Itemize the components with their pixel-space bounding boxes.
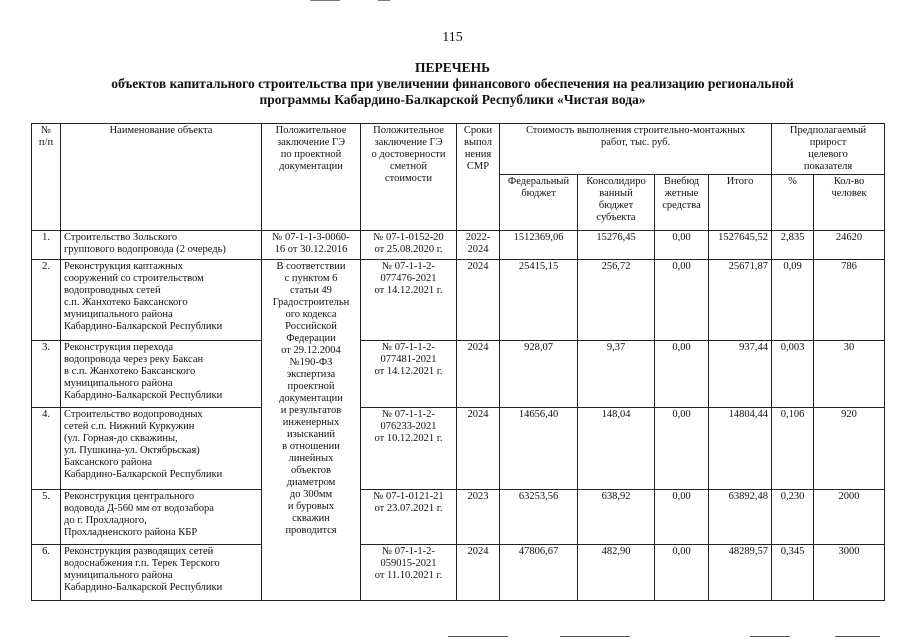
- header-federal: Федеральный бюджет: [500, 175, 578, 231]
- growth-percent: 0,003: [772, 341, 814, 408]
- ge-project-conclusion-merged: В соответствии с пунктом 6 статьи 49 Градостроительн ого кодекса Российской Федерации от 29.12.2004 №190-ФЗ экспертиза проектной документации и результатов инженерных изысканий в отношении линейных объектов диаметром до 300мм и буровых скважин проводится: [262, 260, 361, 601]
- header-total: Итого: [709, 175, 772, 231]
- works-terms: 2024: [457, 260, 500, 341]
- table-row: [32, 545, 885, 601]
- consolidated-budget: 638,92: [578, 490, 655, 545]
- consolidated-budget: 9,37: [578, 341, 655, 408]
- works-terms: 2024: [457, 545, 500, 601]
- cost-total: 63892,48: [709, 490, 772, 545]
- page-number: 115: [442, 30, 463, 45]
- federal-budget: 928,07: [500, 341, 578, 408]
- ge-cost-conclusion: № 07-1-0121-21 от 23.07.2021 г.: [361, 490, 457, 545]
- ge-cost-conclusion: № 07-1-1-2- 077476-2021 от 14.12.2021 г.: [361, 260, 457, 341]
- works-terms: 2022- 2024: [457, 231, 500, 260]
- bottom-edge-mark-3: [750, 636, 790, 638]
- object-name: Строительство водопроводных сетей с.п. Нижний Куркужин (ул. Горная-до скважины, ул. Пушкина-ул. Октябрьская) Баксанского района Кабардино-Балкарской Республики: [61, 408, 262, 490]
- offbudget-funds: 0,00: [655, 260, 709, 341]
- ge-project-conclusion: № 07-1-1-3-0060- 16 от 30.12.2016: [262, 231, 361, 260]
- consolidated-budget: 148,04: [578, 408, 655, 490]
- cost-total: 937,44: [709, 341, 772, 408]
- consolidated-budget: 15276,45: [578, 231, 655, 260]
- federal-budget: 63253,56: [500, 490, 578, 545]
- people-count: 30: [814, 341, 885, 408]
- row-num: 6.: [32, 545, 61, 601]
- ge-cost-conclusion: № 07-1-1-2- 077481-2021 от 14.12.2021 г.: [361, 341, 457, 408]
- growth-percent: 0,106: [772, 408, 814, 490]
- works-terms: 2024: [457, 408, 500, 490]
- row-num: 3.: [32, 341, 61, 408]
- cost-total: 48289,57: [709, 545, 772, 601]
- header-ge-cost: Положительное заключение ГЭ о достоверности сметной стоимости: [361, 124, 457, 231]
- header-consolidated: Консолидиро ванный бюджет субъекта: [578, 175, 655, 231]
- growth-percent: 0,230: [772, 490, 814, 545]
- table-row: [32, 341, 885, 408]
- table-row: [32, 231, 885, 260]
- bottom-edge-mark-1: [448, 636, 508, 638]
- cost-total: 14804,44: [709, 408, 772, 490]
- federal-budget: 1512369,06: [500, 231, 578, 260]
- table-row: [32, 408, 885, 490]
- people-count: 920: [814, 408, 885, 490]
- growth-percent: 2,835: [772, 231, 814, 260]
- growth-percent: 0,09: [772, 260, 814, 341]
- header-num: № п/п: [32, 124, 61, 231]
- cost-total: 1527645,52: [709, 231, 772, 260]
- header-cost: Стоимость выполнения строительно-монтажных работ, тыс. руб.: [500, 124, 772, 175]
- row-num: 4.: [32, 408, 61, 490]
- object-name: Реконструкция центрального водовода Д-560 мм от водозабора до г. Прохладного, Прохладненского района КБР: [61, 490, 262, 545]
- federal-budget: 25415,15: [500, 260, 578, 341]
- table-row: [32, 260, 885, 341]
- top-edge-mark-1: [310, 0, 340, 2]
- title-line-3: программы Кабардино-Балкарской Республики «Чистая вода»: [259, 92, 646, 107]
- header-percent: %: [772, 175, 814, 231]
- row-num: 1.: [32, 231, 61, 260]
- objects-table: [31, 123, 885, 601]
- consolidated-budget: 482,90: [578, 545, 655, 601]
- people-count: 24620: [814, 231, 885, 260]
- row-num: 2.: [32, 260, 61, 341]
- ge-cost-conclusion: № 07-1-1-2- 059015-2021 от 11.10.2021 г.: [361, 545, 457, 601]
- object-name: Строительство Зольского группового водопровода (2 очередь): [61, 231, 262, 260]
- ge-cost-conclusion: № 07-1-1-2- 076233-2021 от 10.12.2021 г.: [361, 408, 457, 490]
- growth-percent: 0,345: [772, 545, 814, 601]
- people-count: 3000: [814, 545, 885, 601]
- federal-budget: 14656,40: [500, 408, 578, 490]
- ge-cost-conclusion: № 07-1-0152-20 от 25.08.2020 г.: [361, 231, 457, 260]
- object-name: Реконструкция разводящих сетей водоснабжения г.п. Терек Терского муниципального района Кабардино-Балкарской Республики: [61, 545, 262, 601]
- header-growth: Предполагаемый прирост целевого показателя: [772, 124, 885, 175]
- header-ge-project: Положительное заключение ГЭ по проектной документации: [262, 124, 361, 231]
- bottom-edge-mark-2: [560, 636, 630, 638]
- object-name: Реконструкция каптажных сооружений со строительством водопроводных сетей с.п. Жанхотеко Баксанского муниципального района Кабардино-Балкарской Республики: [61, 260, 262, 341]
- header-name: Наименование объекта: [61, 124, 262, 231]
- document-title: [0, 60, 905, 108]
- people-count: 2000: [814, 490, 885, 545]
- bottom-edge-mark-4: [835, 636, 880, 638]
- offbudget-funds: 0,00: [655, 408, 709, 490]
- offbudget-funds: 0,00: [655, 545, 709, 601]
- people-count: 786: [814, 260, 885, 341]
- title-line-2: объектов капитального строительства при увеличении финансового обеспечения на реализацию региональной: [111, 76, 794, 91]
- cost-total: 25671,87: [709, 260, 772, 341]
- table-row: [32, 490, 885, 545]
- row-num: 5.: [32, 490, 61, 545]
- offbudget-funds: 0,00: [655, 341, 709, 408]
- header-terms: Сроки выпол нения СМР: [457, 124, 500, 231]
- top-edge-mark-2: [378, 0, 390, 2]
- title-line-1: ПЕРЕЧЕНЬ: [414, 60, 491, 75]
- offbudget-funds: 0,00: [655, 490, 709, 545]
- header-offbudget: Внебюд жетные средства: [655, 175, 709, 231]
- object-name: Реконструкция перехода водопровода через реку Баксан в с.п. Жанхотеко Баксанского муниципального района Кабардино-Балкарской Республики: [61, 341, 262, 408]
- offbudget-funds: 0,00: [655, 231, 709, 260]
- works-terms: 2024: [457, 341, 500, 408]
- federal-budget: 47806,67: [500, 545, 578, 601]
- header-people: Кол-во человек: [814, 175, 885, 231]
- consolidated-budget: 256,72: [578, 260, 655, 341]
- works-terms: 2023: [457, 490, 500, 545]
